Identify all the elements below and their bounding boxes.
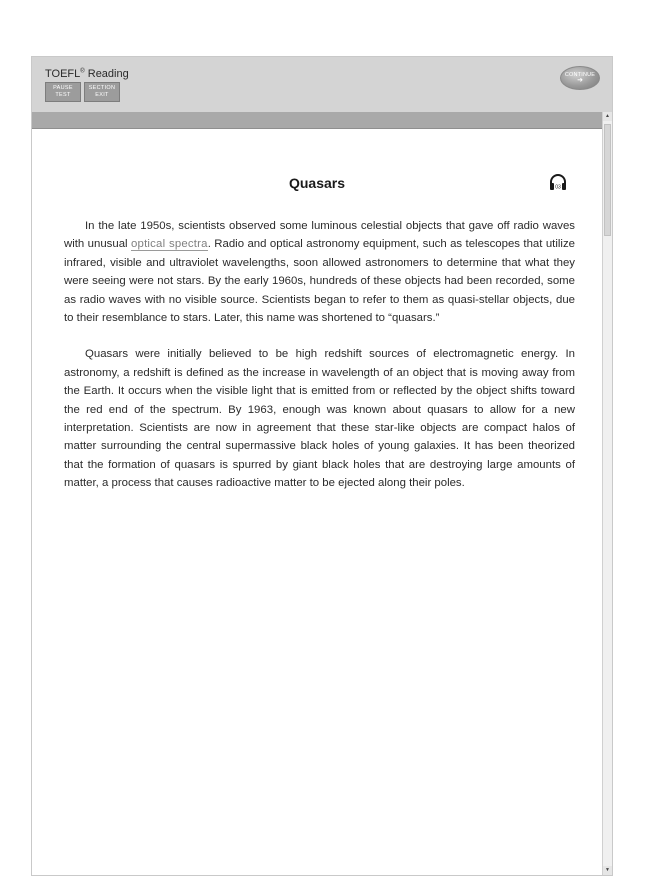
- header-bar: [32, 57, 612, 112]
- passage-title: Quasars: [288, 175, 346, 191]
- passage-body: [64, 217, 575, 511]
- section-exit-button[interactable]: SECTION EXIT: [84, 82, 120, 102]
- continue-label: CONTINUE: [564, 72, 596, 78]
- audio-track-label: 03: [555, 184, 561, 191]
- scroll-thumb[interactable]: [604, 124, 611, 236]
- arrow-up-icon[interactable]: ▲: [603, 112, 612, 121]
- app-title: TOEFL® Reading: [45, 68, 129, 80]
- arrow-right-icon: ➜: [577, 77, 583, 84]
- toolbar-strip: [32, 112, 612, 129]
- paragraph-2: Quasars were initially believed to be high redshift sources of electromagnetic energy. In astronomy, a redshift is defined as the increase in wavelength of an object that is moving away from the Earth. It occurs when the visible light that is emitted from or reflected by the object shifts toward the red end of the spectrum. By 1963, enough was known about quasars to allow for a new interpretation. Scientists are now in agreement that these star-like objects are compact halos of matter surrounding the central supermassive black holes of young galaxies. It has been theorized that the formation of quasars is spurred by giant black holes that are destroying large amounts of matter, a process that causes radioactive matter to be ejected along their poles.: [64, 348, 575, 490]
- headphones-icon[interactable]: [549, 173, 567, 191]
- header-button-row: [45, 82, 120, 102]
- continue-button[interactable]: [560, 66, 600, 90]
- vertical-scrollbar[interactable]: [602, 112, 612, 875]
- paragraph-1: In the late 1950s, scientists observed some luminous celestial objects that gave off radio waves with unusual optical spectra. Radio and optical astronomy equipment, such as telescopes that utilize infrared, visible and ultraviolet wavelengths, soon allowed astronomers to determine that what they were seeing were not stars. By the early 1960s, hundreds of these objects had been recorded, some as radio waves with no visible source. Scientists began to refer to them as quasi-stellar objects, due to their resemblance to stars. Later, this name was shortened to “quasars.”: [64, 220, 575, 325]
- pause-test-button[interactable]: PAUSE TEST: [45, 82, 81, 102]
- test-window: [31, 56, 613, 876]
- highlighted-term[interactable]: optical spectra: [131, 238, 208, 251]
- arrow-down-icon[interactable]: ▼: [603, 866, 612, 875]
